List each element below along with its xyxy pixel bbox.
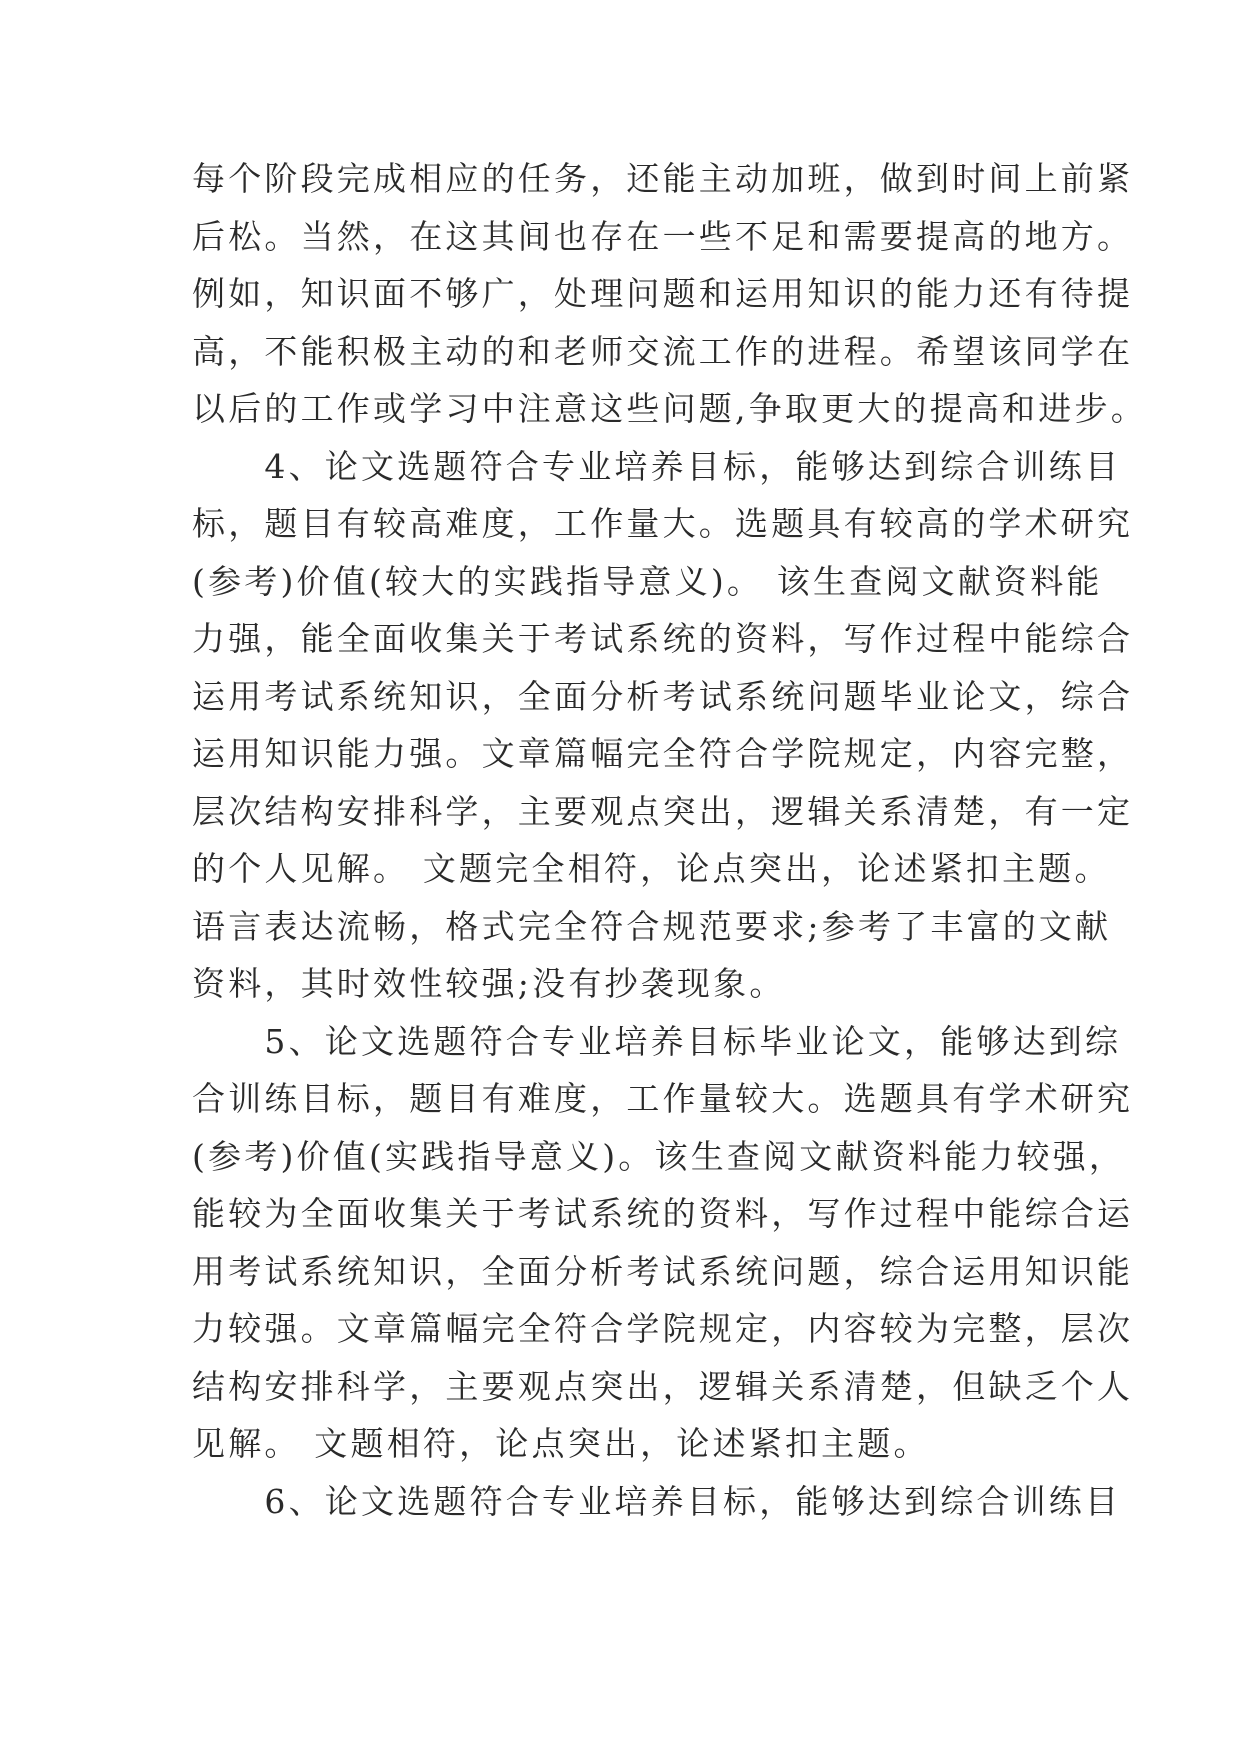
text-line: 合训练目标，题目有难度，工作量较大。选题具有学术研究 xyxy=(192,1079,1134,1118)
text-line: 语言表达流畅，格式完全符合规范要求;参考了丰富的文献 xyxy=(192,906,1112,946)
text-line: 的个人见解。 文题完全相符，论点突出，论述紧扣主题。 xyxy=(192,849,1111,888)
text-line: 力较强。文章篇幅完全符合学院规定，内容较为完整，层次 xyxy=(192,1309,1134,1348)
text-line: 以后的工作或学习中注意这些问题,争取更大的提高和进步。 xyxy=(192,389,1147,428)
text-line: 能较为全面收集关于考试系统的资料，写作过程中能综合运 xyxy=(192,1194,1134,1233)
text-line: 层次结构安排科学，主要观点突出，逻辑关系清楚，有一定 xyxy=(192,791,1134,831)
text-line: 资料，其时效性较强;没有抄袭现象。 xyxy=(192,964,786,1003)
text-line: 高，不能积极主动的和老师交流工作的进程。希望该同学在 xyxy=(192,331,1134,371)
text-line: 见解。 文题相符，论点突出，论述紧扣主题。 xyxy=(192,1424,930,1463)
text-line: 用考试系统知识，全面分析考试系统问题，综合运用知识能 xyxy=(192,1251,1134,1291)
paragraph-4-start: 4、论文选题符合专业培养目标，能够达到综合训练目 xyxy=(192,446,1122,486)
text-line: 运用考试系统知识，全面分析考试系统问题毕业论文，综合 xyxy=(192,676,1134,716)
text-line: 例如，知识面不够广，处理问题和运用知识的能力还有待提 xyxy=(192,274,1134,313)
paragraph-6-start: 6、论文选题符合专业培养目标，能够达到综合训练目 xyxy=(192,1481,1122,1521)
text-line: 后松。当然，在这其间也存在一些不足和需要提高的地方。 xyxy=(192,216,1134,256)
text-line: (参考)价值(较大的实践指导意义)。 该生查阅文献资料能 xyxy=(192,561,1103,601)
text-line: 每个阶段完成相应的任务，还能主动加班，做到时间上前紧 xyxy=(192,159,1134,198)
text-line: 结构安排科学，主要观点突出，逻辑关系清楚，但缺乏个人 xyxy=(192,1366,1134,1406)
body-text xyxy=(192,150,1147,1530)
paragraph-5-start: 5、论文选题符合专业培养目标毕业论文，能够达到综 xyxy=(192,1021,1122,1061)
text-line: 力强，能全面收集关于考试系统的资料，写作过程中能综合 xyxy=(192,619,1134,658)
text-line: 运用知识能力强。文章篇幅完全符合学院规定，内容完整， xyxy=(192,734,1134,773)
text-line: 标，题目有较高难度，工作量大。选题具有较高的学术研究 xyxy=(192,504,1134,543)
text-line: (参考)价值(实践指导意义)。该生查阅文献资料能力较强， xyxy=(192,1136,1126,1176)
